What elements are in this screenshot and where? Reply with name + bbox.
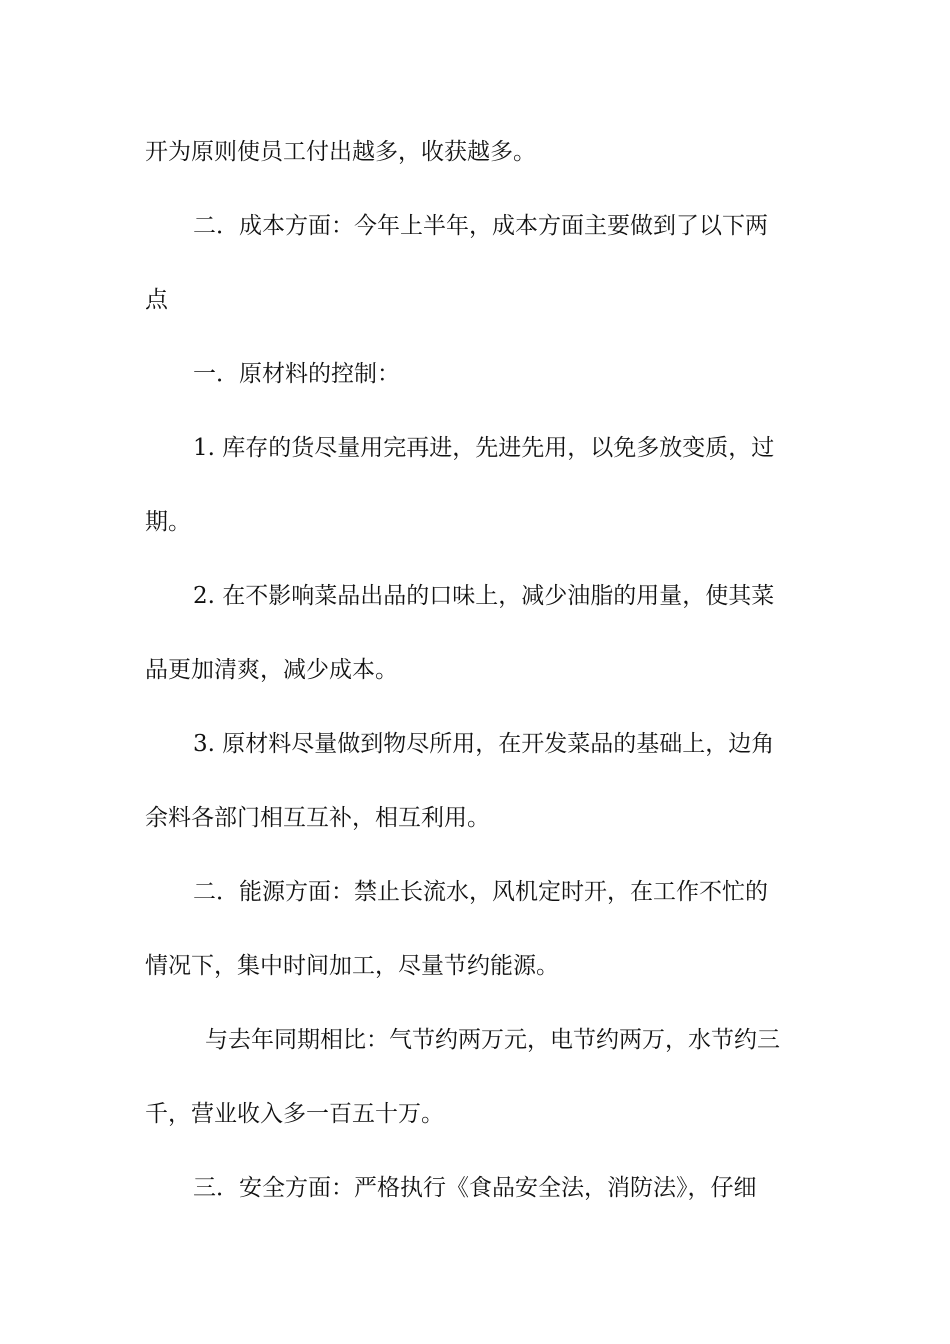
text-line: 二．能源方面：禁止长流水，风机定时开，在工作不忙的 xyxy=(193,879,768,905)
text-line: 余料各部门相互互补，相互利用。 xyxy=(145,805,490,831)
text-line: 与去年同期相比：气节约两万元，电节约两万，水节约三 xyxy=(205,1027,780,1053)
text-line: 3. 原材料尽量做到物尽所用，在开发菜品的基础上，边角 xyxy=(193,731,775,757)
text-line: 开为原则使员工付出越多，收获越多。 xyxy=(145,139,536,165)
document-body xyxy=(145,127,810,1237)
text-line: 2. 在不影响菜品出品的口味上，减少油脂的用量，使其菜 xyxy=(193,583,775,609)
text-line: 二．成本方面：今年上半年，成本方面主要做到了以下两 xyxy=(193,213,768,239)
text-line: 点 xyxy=(145,287,168,313)
text-line: 一．原材料的控制： xyxy=(193,361,400,387)
text-line: 三．安全方面：严格执行《食品安全法，消防法》，仔细 xyxy=(193,1175,757,1201)
text-line: 1. 库存的货尽量用完再进，先进先用，以免多放变质，过 xyxy=(193,435,775,461)
text-line: 情况下，集中时间加工，尽量节约能源。 xyxy=(145,953,559,979)
text-line: 千，营业收入多一百五十万。 xyxy=(145,1101,444,1127)
text-line: 期。 xyxy=(145,509,191,535)
text-line: 品更加清爽，减少成本。 xyxy=(145,657,398,683)
